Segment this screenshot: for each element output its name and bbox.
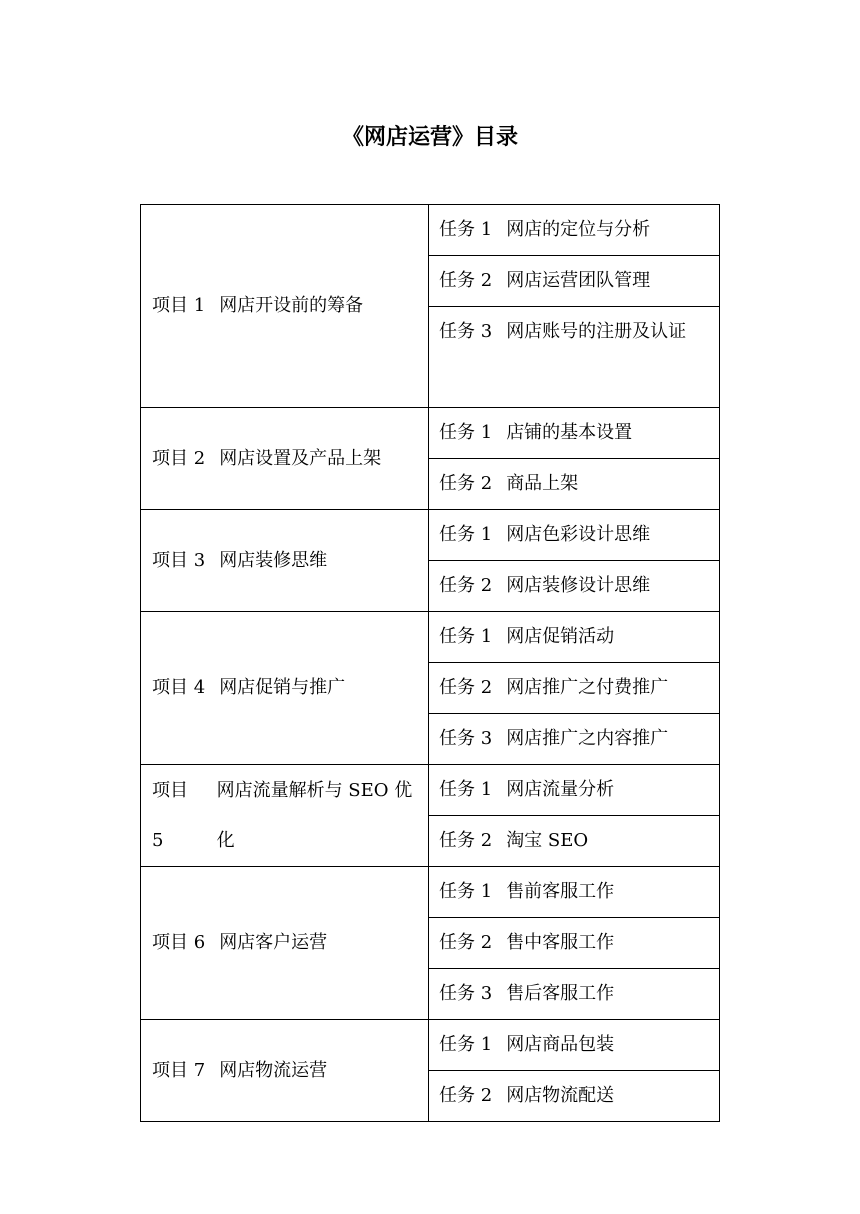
project-cell	[141, 408, 429, 509]
project-cell	[141, 1020, 429, 1121]
project-row	[141, 1019, 719, 1121]
project-number: 项目 3	[152, 549, 206, 571]
project-name: 网店促销与推广	[219, 677, 346, 698]
project-cell	[141, 867, 429, 1019]
task-name: 网店商品包装	[506, 1034, 615, 1055]
task-item	[429, 1020, 719, 1070]
task-item	[429, 255, 719, 306]
task-item	[429, 408, 719, 458]
task-item	[429, 510, 719, 560]
project-name: 网店开设前的筹备	[219, 295, 364, 316]
task-item	[429, 867, 719, 917]
task-name: 网店流量分析	[506, 779, 615, 800]
project-row	[141, 407, 719, 509]
project-cell	[141, 765, 429, 866]
task-name: 网店的定位与分析	[506, 219, 651, 240]
task-name: 网店装修设计思维	[506, 575, 651, 596]
project-row	[141, 205, 719, 407]
task-item	[429, 968, 719, 1019]
task-name: 网店物流配送	[506, 1085, 615, 1106]
project-cell	[141, 612, 429, 764]
project-number: 项目 4	[152, 677, 206, 698]
project-row	[141, 764, 719, 866]
project-name: 网店流量解析与 SEO 优化	[216, 779, 413, 851]
project-name: 网店客户运营	[219, 932, 328, 953]
task-name: 网店推广之内容推广	[506, 728, 669, 749]
task-number: 任务 1	[439, 219, 493, 240]
task-number: 任务 2	[439, 473, 493, 494]
task-list	[429, 408, 719, 509]
project-number: 项目 1	[152, 295, 206, 316]
task-name: 店铺的基本设置	[506, 422, 633, 443]
project-number: 项目 6	[152, 932, 206, 953]
task-name: 网店色彩设计思维	[506, 524, 651, 545]
task-number: 任务 2	[439, 1085, 493, 1106]
project-name: 网店装修思维	[219, 549, 328, 571]
task-number: 任务 1	[439, 524, 493, 545]
project-number: 项目 5	[152, 779, 188, 851]
task-number: 任务 1	[439, 1034, 493, 1055]
task-name: 商品上架	[506, 473, 579, 494]
project-row	[141, 611, 719, 764]
task-item	[429, 917, 719, 968]
task-item	[429, 765, 719, 815]
task-number: 任务 2	[439, 932, 493, 953]
task-number: 任务 2	[439, 575, 493, 596]
task-list	[429, 205, 719, 407]
task-item	[429, 662, 719, 713]
task-name: 网店促销活动	[506, 626, 615, 647]
task-item	[429, 1070, 719, 1121]
task-number: 任务 1	[439, 779, 493, 800]
task-number: 任务 3	[439, 983, 493, 1004]
project-cell	[141, 510, 429, 611]
task-name: 售后客服工作	[506, 983, 615, 1004]
task-name: 网店账号的注册及认证	[506, 321, 687, 342]
task-item	[429, 306, 719, 407]
task-number: 任务 2	[439, 830, 493, 851]
task-name: 售前客服工作	[506, 881, 615, 902]
task-number: 任务 1	[439, 626, 493, 647]
task-list	[429, 1020, 719, 1121]
task-item	[429, 815, 719, 866]
project-name: 网店设置及产品上架	[219, 447, 382, 469]
project-row	[141, 509, 719, 611]
task-name: 售中客服工作	[506, 932, 615, 953]
task-item	[429, 612, 719, 662]
project-name: 网店物流运营	[219, 1059, 328, 1081]
task-number: 任务 1	[439, 881, 493, 902]
task-list	[429, 510, 719, 611]
project-cell	[141, 205, 429, 407]
task-number: 任务 3	[439, 321, 493, 342]
task-list	[429, 867, 719, 1019]
project-number: 项目 7	[152, 1059, 206, 1081]
task-name: 淘宝 SEO	[506, 830, 589, 851]
task-number: 任务 2	[439, 270, 493, 291]
project-row	[141, 866, 719, 1019]
task-item	[429, 560, 719, 611]
task-list	[429, 612, 719, 764]
project-number: 项目 2	[152, 447, 206, 469]
task-item	[429, 458, 719, 509]
task-item	[429, 205, 719, 255]
document-title: 《网店运营》目录	[341, 125, 518, 150]
toc-table	[140, 204, 720, 1122]
task-number: 任务 2	[439, 677, 493, 698]
task-name: 网店运营团队管理	[506, 270, 651, 291]
task-list	[429, 765, 719, 866]
task-number: 任务 3	[439, 728, 493, 749]
task-number: 任务 1	[439, 422, 493, 443]
task-item	[429, 713, 719, 764]
task-name: 网店推广之付费推广	[506, 677, 669, 698]
